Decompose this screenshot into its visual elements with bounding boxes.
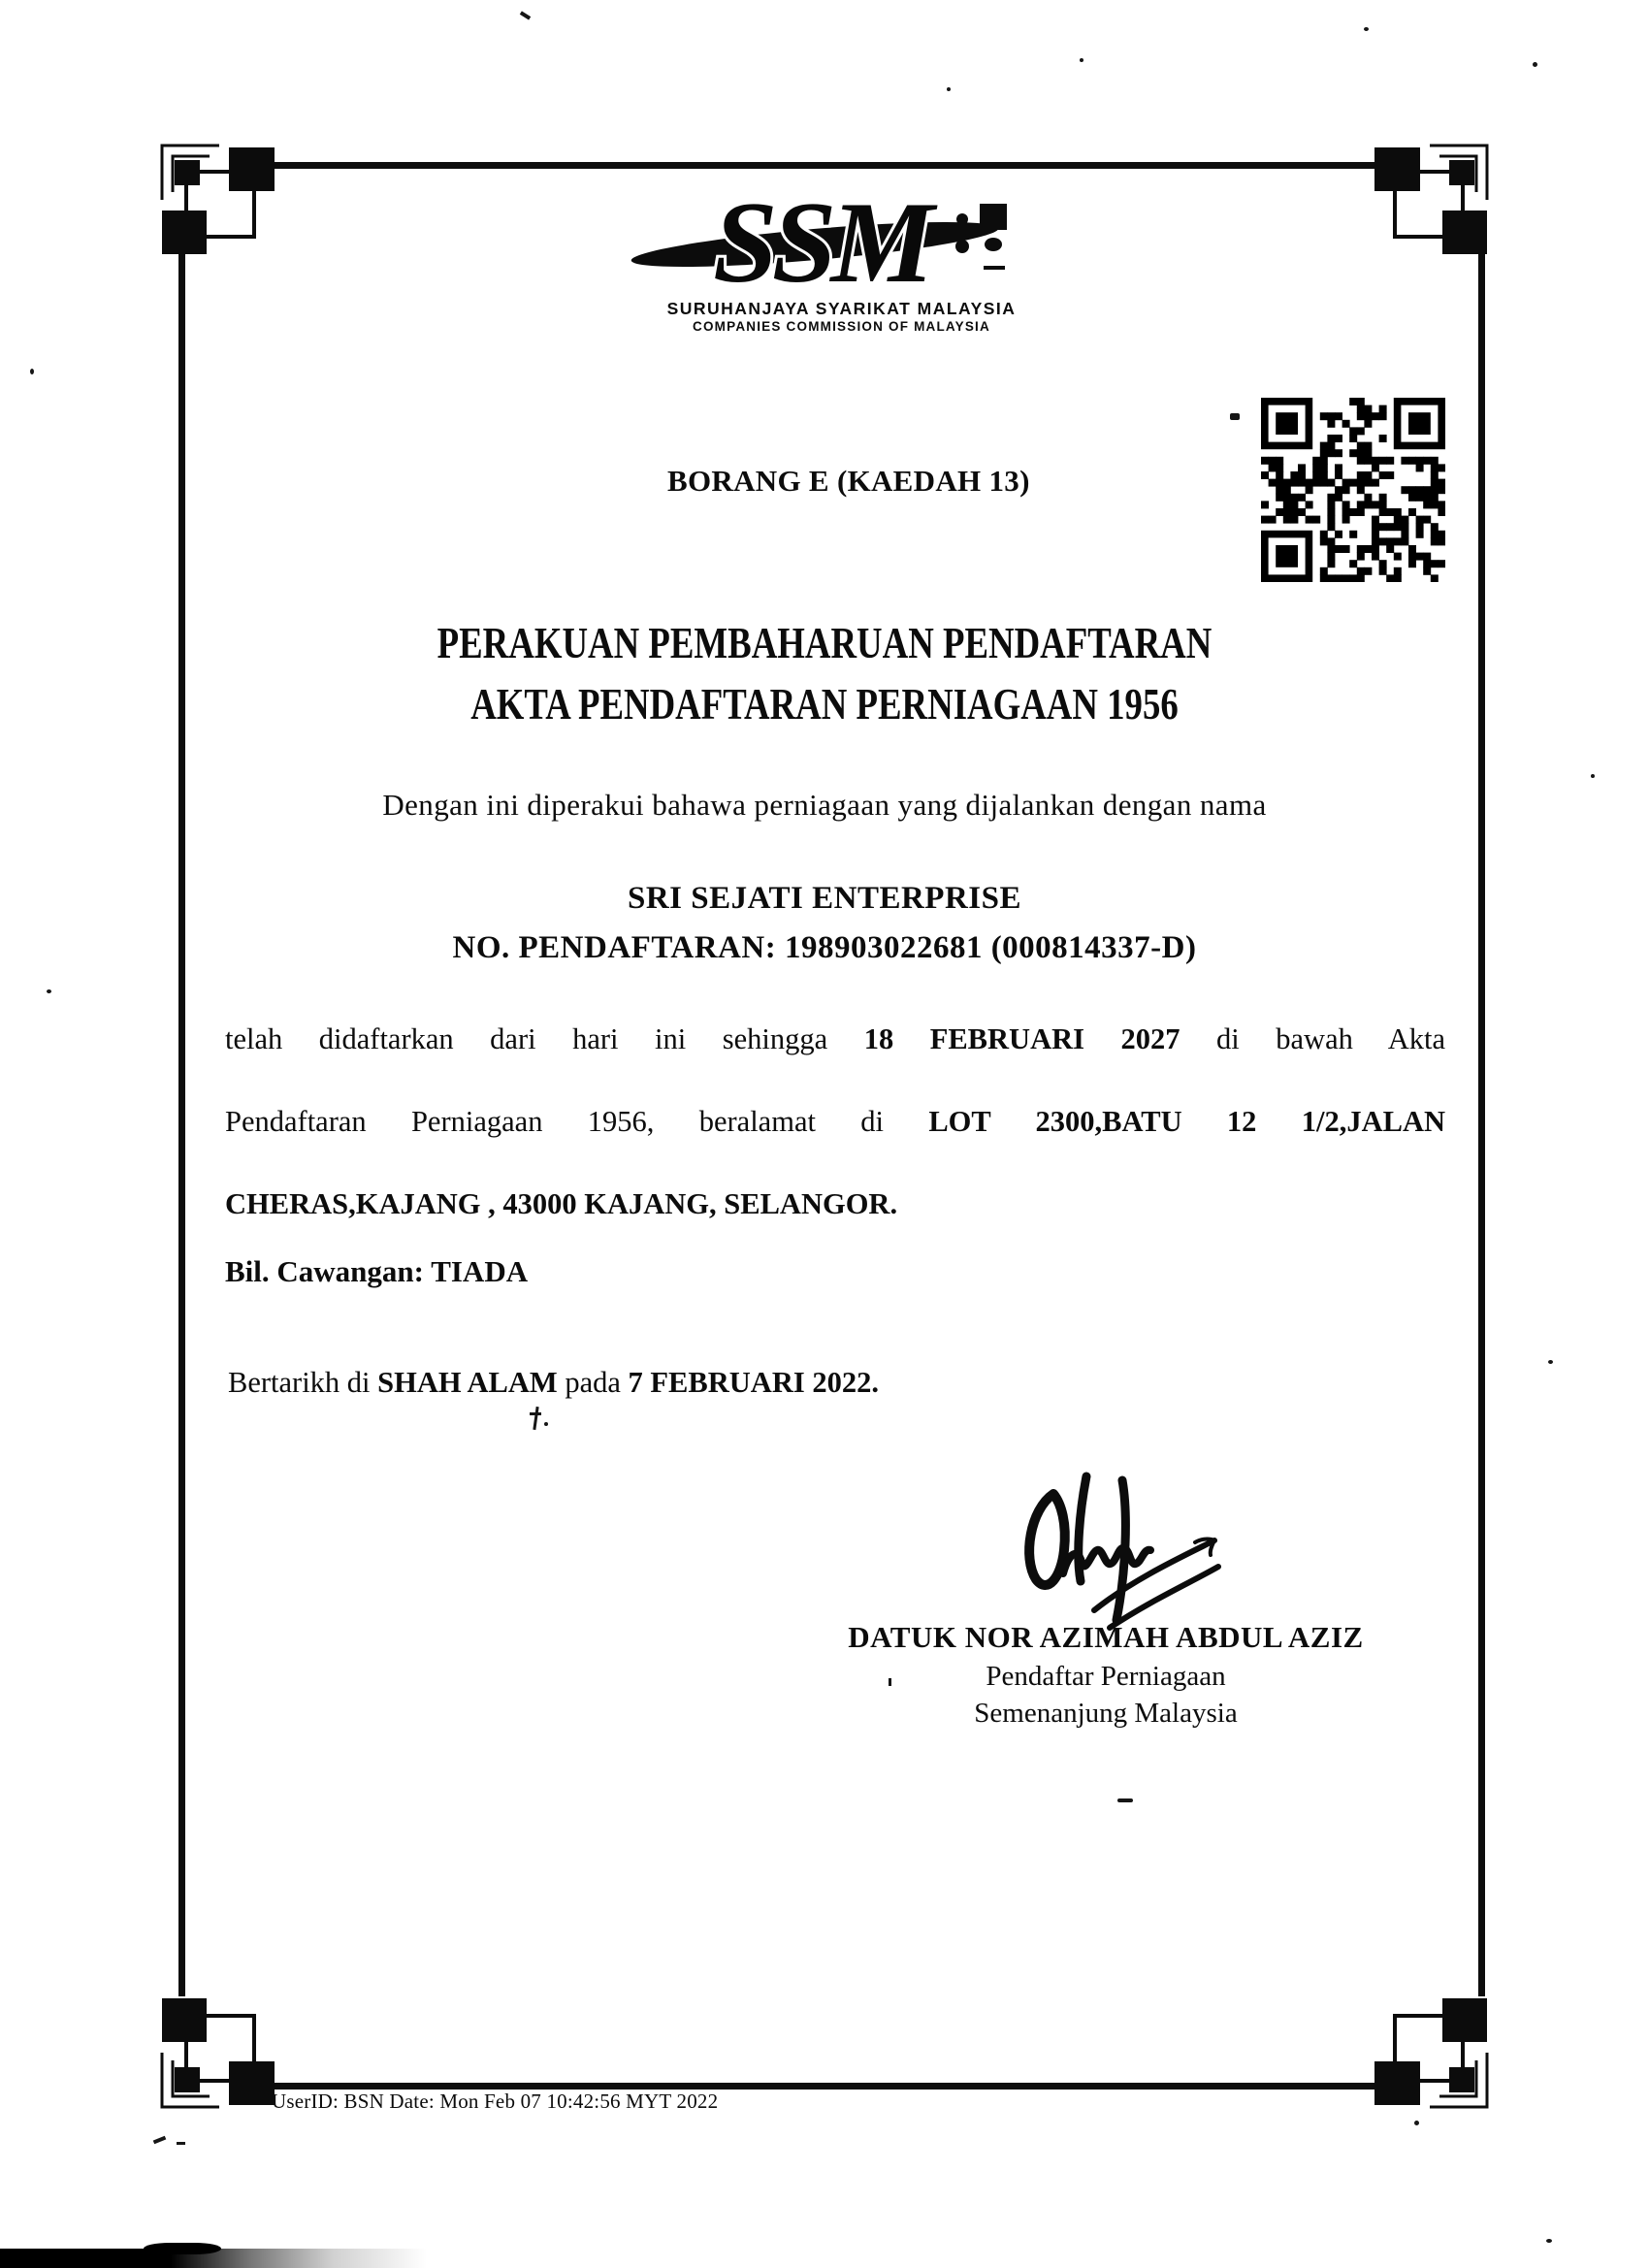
border-left (178, 248, 185, 1996)
body-text: di bawah Akta (1216, 1022, 1445, 1055)
body-text: Pendaftaran Perniagaan 1956, beralamat di (225, 1105, 884, 1138)
dated-text: pada (565, 1366, 621, 1399)
footer-userid-date: UserID: BSN Date: Mon Feb 07 10:42:56 MYT 2022 (272, 2090, 719, 2113)
issue-place: SHAH ALAM (377, 1366, 558, 1399)
business-registration-number: NO. PENDAFTARAN: 198903022681 (000814337-D) (452, 930, 1197, 965)
business-address-part2: CHERAS,KAJANG , 43000 KAJANG, SELANGOR. (225, 1187, 898, 1220)
certificate-title-line1: PERAKUAN PEMBAHARUAN PENDAFTARAN (436, 618, 1212, 667)
border-right (1478, 248, 1485, 1996)
scan-artifact (1548, 1360, 1553, 1364)
scan-artifact (520, 11, 531, 19)
scan-artifact (1533, 62, 1537, 67)
body-paragraph (225, 998, 1445, 1246)
form-label: BORANG E (KAEDAH 13) (667, 464, 1030, 498)
scan-artifact (30, 369, 34, 374)
border-corner-ornament (146, 128, 291, 274)
ssm-logo-letters: SSM (713, 180, 929, 307)
intro-text: Dengan ini diperakui bahawa perniagaan yang dijalankan dengan nama (382, 788, 1267, 822)
branch-value: TIADA (431, 1254, 529, 1288)
scan-artifact (1117, 1798, 1133, 1802)
signatory-title: Pendaftar Perniagaan (986, 1661, 1226, 1692)
border-corner-ornament (1358, 1979, 1504, 2124)
body-text: telah didaftarkan dari hari ini sehingga (225, 1022, 828, 1055)
scan-edge-smudge (144, 2243, 221, 2254)
dated-line (228, 1366, 879, 1400)
body-line-1 (225, 998, 1445, 1081)
scan-artifact (153, 2136, 167, 2145)
scan-artifact (947, 87, 951, 91)
logo-name-malay: SURUHANJAYA SYARIKAT MALAYSIA (666, 299, 1017, 318)
expiry-date: 18 FEBRUARI 2027 (863, 1022, 1180, 1055)
business-name: SRI SEJATI ENTERPRISE (627, 881, 1022, 916)
scan-artifact (47, 989, 51, 993)
signatory-region: Semenanjung Malaysia (974, 1698, 1238, 1729)
scan-artifact (530, 1412, 541, 1415)
issue-date: 7 FEBRUARI 2022. (628, 1366, 879, 1399)
signatory-name: DATUK NOR AZIMAH ABDUL AZIZ (848, 1620, 1364, 1654)
ssm-logo-icon (621, 180, 1062, 307)
scan-artifact (544, 1422, 548, 1426)
scan-artifact (1080, 58, 1083, 62)
body-line-2 (225, 1081, 1445, 1163)
scan-artifact (533, 1407, 538, 1430)
qr-code (1261, 398, 1445, 582)
border-corner-ornament (146, 1979, 291, 2124)
scan-artifact (1546, 2239, 1552, 2243)
branch-label: Bil. Cawangan: (225, 1254, 424, 1288)
scan-artifact (1230, 413, 1240, 420)
border-top (270, 162, 1377, 169)
border-corner-ornament (1358, 128, 1504, 274)
scan-artifact (1591, 774, 1595, 778)
scan-artifact (1364, 27, 1369, 31)
certificate-title-line2: AKTA PENDAFTARAN PERNIAGAAN 1956 (470, 679, 1179, 729)
border-bottom (270, 2083, 1377, 2090)
scan-artifact (177, 2142, 185, 2145)
branch-count (225, 1254, 528, 1289)
business-address-part1: LOT 2300,BATU 12 1/2,JALAN (928, 1105, 1446, 1138)
ssm-logo (621, 180, 1062, 334)
dated-text: Bertarikh di (228, 1366, 371, 1399)
logo-name-english: COMPANIES COMMISSION OF MALAYSIA (693, 319, 990, 334)
scan-artifact (1414, 2121, 1419, 2125)
scan-artifact (889, 1678, 891, 1686)
